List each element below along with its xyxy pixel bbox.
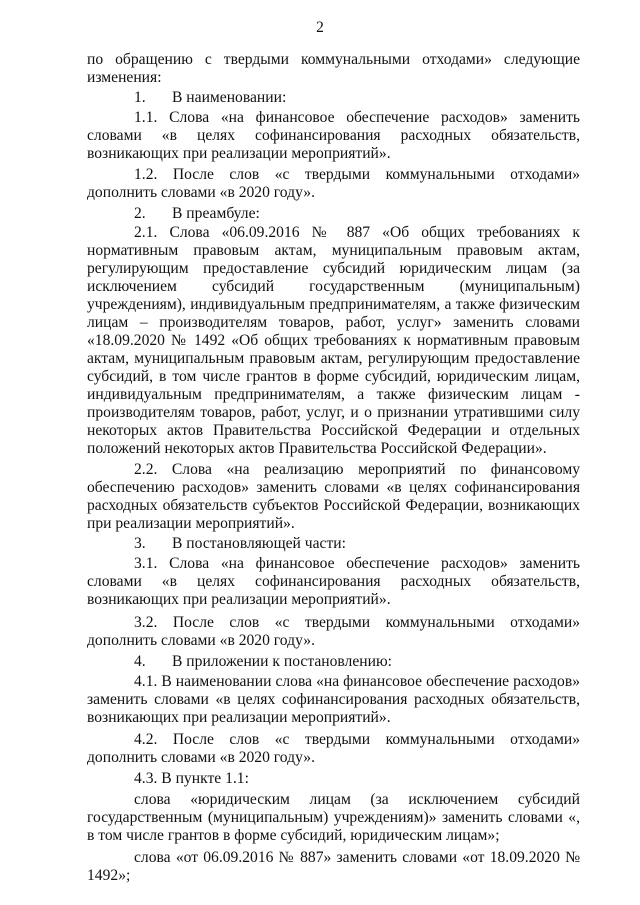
item-heading: В наименовании: — [172, 89, 287, 106]
item-number: 2. — [134, 205, 146, 222]
paragraph-1-1: 1.1. Слова «на финансовое обеспечение расходов» заменить словами «в целях софинансирования расходных обязательств, возникающих при реализации мероприятий». — [87, 109, 580, 162]
paragraph-4-3: 4.3. В пункте 1.1: — [134, 770, 249, 787]
page-number: 2 — [316, 19, 324, 36]
paragraph-3-2: 3.2. После слов «с твердыми коммунальными отходами» дополнить словами «в 2020 году». — [87, 614, 580, 649]
item-number: 4. — [134, 653, 146, 670]
paragraph-item-2 — [87, 205, 580, 223]
paragraph-4-3-a: слова «юридическим лицам (за исключением субсидий государственным (муниципальным) учреждениям)» заменить словами «, в том числе грантов в форме субсидий, юридическим лицам»; — [87, 791, 580, 844]
item-number: 1. — [134, 89, 146, 106]
item-number: 3. — [134, 535, 146, 552]
paragraph-4-3-b: слова «от 06.09.2016 № 887» заменить словами «от 18.09.2020 № 1492»; — [87, 849, 580, 884]
paragraph-2-1: 2.1. Слова «06.09.2016 № 887 «Об общих требованиях к нормативным правовым актам, муниципальным правовым актам, регулирующим предоставление субсидий юридическим лицам (за исключением субсидий государственным (муниципальным) учреждениям), индивидуальным предпринимателям, а также физическим лицам – производителям товаров, работ, услуг» заменить словами «18.09.2020 № 1492 «Об общих требованиях к нормативным правовым актам, муниципальным правовым актам, регулирующим предоставление субсидий, в том числе грантов в форме субсидий, юридическим лицам, индивидуальным предпринимателям, а также физическим лицам - производителям товаров, работ, услуг, и о признании утратившими силу некоторых актов Правительства Российской Федерации и отдельных положений некоторых актов Правительства Российской Федерации». — [87, 224, 580, 457]
item-heading: В постановляющей части: — [172, 535, 346, 552]
item-heading: В преамбуле: — [172, 205, 260, 222]
paragraph-intro: по обращению с твердыми коммунальными отходами» следующие изменения: — [87, 51, 580, 86]
paragraph-item-4 — [87, 653, 580, 671]
paragraph-4-1: 4.1. В наименовании слова «на финансовое обеспечение расходов» заменить словами «в целях софинансирования расходных обязательств, возникающих при реализации мероприятий». — [87, 673, 580, 726]
item-heading: В приложении к постановлению: — [172, 653, 392, 670]
paragraph-item-1 — [87, 89, 580, 107]
paragraph-item-3 — [87, 535, 580, 553]
paragraph-2-2: 2.2. Слова «на реализацию мероприятий по финансовому обеспечению расходов» заменить словами «в целях софинансирования расходных обязательств субъектов Российской Федерации, возникающих при реализации мероприятий». — [87, 461, 580, 532]
paragraph-4-2: 4.2. После слов «с твердыми коммунальными отходами» дополнить словами «в 2020 году». — [87, 731, 580, 766]
paragraph-1-2: 1.2. После слов «с твердыми коммунальными отходами» дополнить словами «в 2020 году». — [87, 166, 580, 201]
document-body — [87, 51, 580, 885]
paragraph-3-1: 3.1. Слова «на финансовое обеспечение расходов» заменить словами «в целях софинансирования расходных обязательств, возникающих при реализации мероприятий». — [87, 555, 580, 608]
